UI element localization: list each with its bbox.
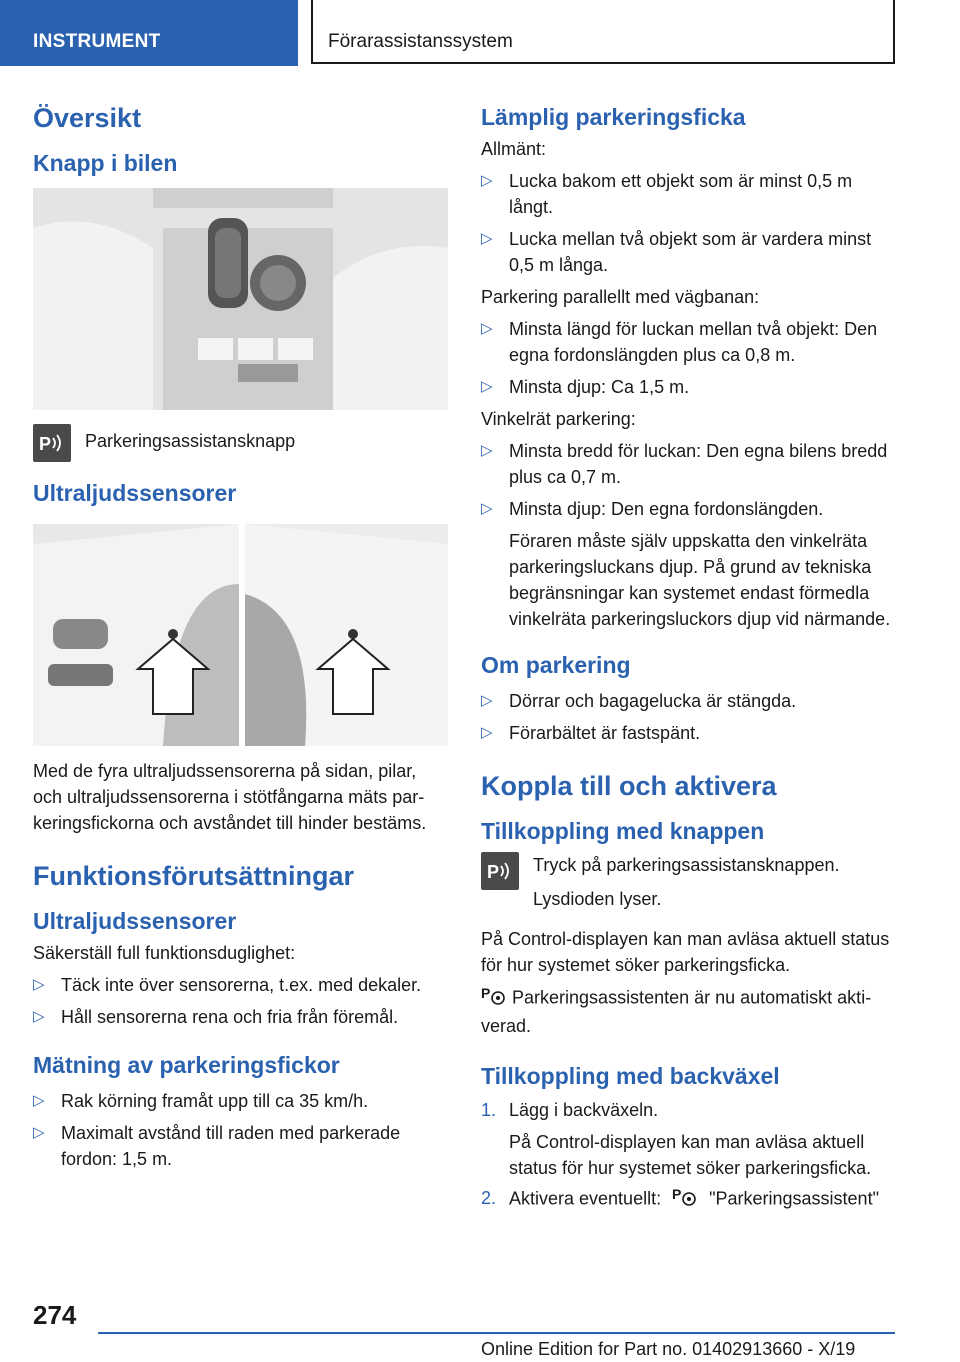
section-tab: INSTRUMENT	[0, 0, 298, 66]
sensors-description: Med de fyra ultraljudssensorerna på sidan, pilar, och ultraljudssensorerna i stötfångarna mäts parkeringsfickorna och avståndet till hinder bestäms.	[33, 761, 427, 833]
heading-connect-activate: Koppla till och aktivera	[481, 771, 777, 801]
parallel-label: Parkering parallellt med vägbanan:	[481, 287, 760, 307]
auto-activated-text: P Parkeringsassistenten är nu automatiskt aktiverad.	[481, 985, 872, 1036]
sensors-requirements-intro: Säkerställ full funktionsduglighet:	[33, 943, 296, 963]
svg-text:P: P	[672, 1186, 682, 1202]
chapter-title: Förarassistanssystem	[311, 0, 895, 64]
with-button-step	[481, 852, 893, 912]
svg-text:P: P	[481, 985, 491, 1001]
parking-assistant-icon	[672, 1185, 698, 1214]
with-button-led: Lysdioden lyser.	[533, 889, 662, 909]
list-item: ▷ Maximalt avstånd till raden med parkerade fordon: 1,5 m.	[33, 1123, 401, 1169]
heading-suitable-space: Lämplig parkeringsficka	[481, 104, 746, 130]
list-item: ▷ Minsta längd för luckan mellan två objekt: Den egna fordonslängden plus ca 0,8 m.	[481, 319, 878, 365]
about-parking-list	[481, 688, 893, 746]
front-sensor-illustration	[33, 524, 239, 746]
heading-about-parking: Om parkering	[481, 652, 631, 678]
edition-text: Online Edition for Part no. 01402913660 - X/19	[481, 1339, 856, 1359]
control-display-text: På Control-displayen kan man avläsa aktuell status för hur systemet söker parkeringsficka.	[481, 929, 890, 975]
list-item: ▷ Minsta djup: Ca 1,5 m.	[481, 377, 690, 397]
heading-with-reverse: Tillkoppling med backväxel	[481, 1063, 780, 1089]
heading-measuring: Mätning av parkeringsfickor	[33, 1052, 340, 1078]
button-legend	[33, 424, 448, 462]
general-label: Allmänt:	[481, 139, 547, 159]
left-column	[33, 100, 448, 1178]
button-caption: Parkeringsassistansknapp	[85, 431, 296, 451]
general-list	[481, 168, 893, 278]
perpendicular-label: Vinkelrät parkering:	[481, 409, 636, 429]
parking-assist-button-icon	[33, 424, 71, 462]
list-item: ▷ Minsta djup: Den egna fordonslängden. Föraren måste själv uppskatta den vinkelräta parkeringsluckans djup. På grund av tekniska begränsningar kan systemet endast förmedla vinkelräta parkeringsluckors djup vid närmande.	[481, 496, 893, 632]
perpendicular-list	[481, 438, 893, 632]
center-console-illustration	[33, 188, 448, 410]
center-console-image	[33, 188, 448, 410]
heading-requirements: Funktionsförutsättningar	[33, 861, 354, 891]
list-item: ▷ Täck inte över sensorerna, t.ex. med dekaler.	[33, 975, 422, 995]
footer-rule	[98, 1332, 895, 1334]
list-item: ▷ Lucka bakom ett objekt som är minst 0,5 m långt.	[481, 171, 853, 217]
heading-ultrasonic-sensors: Ultraljudssensorer	[33, 480, 237, 506]
heading-button-in-car: Knapp i bilen	[33, 150, 178, 176]
measuring-list	[33, 1088, 448, 1172]
page-number: 274	[33, 1300, 77, 1330]
list-item: 1. Lägg i backväxeln. På Control-displayen kan man avläsa aktuell status för hur systemet söker parkeringsficka.	[481, 1100, 872, 1178]
reverse-steps	[481, 1097, 893, 1214]
heading-sensors-requirements: Ultraljudssensorer	[33, 908, 237, 934]
rear-sensor-illustration	[245, 524, 448, 746]
sensor-images	[33, 524, 448, 746]
right-column	[481, 100, 893, 1218]
parallel-list	[481, 316, 893, 400]
list-item: ▷ Dörrar och bagagelucka är stängda.	[481, 691, 797, 711]
page-header	[0, 0, 960, 66]
perpendicular-note: Föraren måste själv uppskatta den vinkelräta parkeringsluckans djup. På grund av tekniska begränsningar kan systemet endast förmedla vinkelräta parkeringsluckors djup vid närmande.	[509, 531, 891, 629]
heading-with-button: Tillkoppling med knappen	[481, 818, 765, 844]
list-item: ▷ Minsta bredd för luckan: Den egna bilens bredd plus ca 0,7 m.	[481, 441, 888, 487]
list-item: ▷ Förarbältet är fastspänt.	[481, 723, 701, 743]
parking-assist-button-icon	[481, 852, 519, 890]
list-item: ▷ Lucka mellan två objekt som är vardera minst 0,5 m långa.	[481, 229, 872, 275]
list-item: ▷ Håll sensorerna rena och fria från föremål.	[33, 1007, 399, 1027]
parking-assistant-icon	[481, 984, 507, 1013]
svg-text:P: P	[487, 862, 500, 882]
svg-text:P: P	[39, 434, 52, 454]
list-item: ▷ Rak körning framåt upp till ca 35 km/h.	[33, 1091, 369, 1111]
sensors-requirements-list	[33, 972, 448, 1030]
list-item: 2. Aktivera eventuellt: P "Parkeringsassistent"	[481, 1185, 893, 1214]
with-button-instruction: Tryck på parkeringsassistansknappen.	[533, 855, 840, 875]
heading-overview: Översikt	[33, 103, 142, 133]
